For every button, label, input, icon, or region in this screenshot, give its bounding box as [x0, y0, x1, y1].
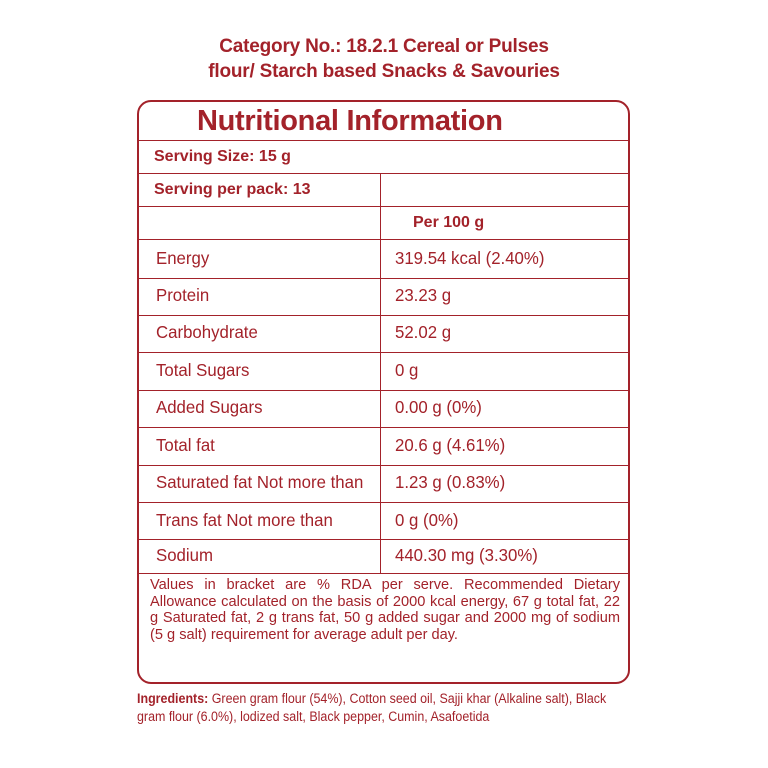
nutrient-value: 52.02 g [395, 322, 452, 342]
nutrient-label: Sodium [156, 545, 213, 565]
serving-size: Serving Size: 15 g [154, 148, 291, 165]
nutrient-label: Carbohydrate [156, 322, 258, 342]
divider [139, 239, 628, 240]
divider [139, 173, 628, 174]
nutrient-value: 0.00 g (0%) [395, 397, 482, 417]
rda-note: Values in bracket are % RDA per serve. Recommended Dietary Allowance calculated on the basis of 2000 kcal energy, 67 g total fat, 22 g Saturated fat, 2 g trans fat, 50 g added sugar and 2000 mg of sodium (5 g salt) requirement for average adult per day. [150, 577, 620, 643]
divider [139, 539, 628, 540]
nutrient-label: Energy [156, 248, 210, 268]
nutrient-label: Trans fat Not more than [156, 510, 333, 530]
nutrient-label: Total Sugars [156, 360, 250, 380]
nutrient-value: 319.54 kcal (2.40%) [395, 248, 545, 268]
nutrient-value: 0 g (0%) [395, 510, 459, 530]
divider [139, 206, 628, 207]
divider [139, 315, 628, 316]
nutrition-panel [137, 100, 630, 684]
ingredients-block [137, 690, 630, 726]
divider [139, 278, 628, 279]
divider [139, 427, 628, 428]
column-divider [380, 173, 381, 573]
nutrient-label: Added Sugars [156, 397, 263, 417]
nutrient-label: Protein [156, 285, 210, 305]
nutrient-value: 20.6 g (4.61%) [395, 435, 506, 455]
category-line-2: flour/ Starch based Snacks & Savouries [208, 61, 560, 82]
nutrient-value: 0 g [395, 360, 419, 380]
divider [139, 390, 628, 391]
category-heading [0, 34, 768, 84]
ingredients-text: Green gram flour (54%), Cotton seed oil, Sajji khar (Alkaline salt), Black gram flour (6.0%), lodized salt, Black pepper, Cumin, Asafoetida [137, 691, 607, 724]
column-header: Per 100 g [413, 214, 485, 231]
serving-per-pack: Serving per pack: 13 [154, 181, 311, 198]
category-line-1: Category No.: 18.2.1 Cereal or Pulses [219, 36, 549, 57]
panel-title: Nutritional Information [197, 105, 503, 137]
nutrient-value: 440.30 mg (3.30%) [395, 545, 538, 565]
divider [139, 502, 628, 503]
ingredients-label: Ingredients: [137, 691, 209, 706]
divider [139, 140, 628, 141]
divider [139, 352, 628, 353]
nutrient-label: Saturated fat Not more than [156, 472, 364, 492]
divider [139, 573, 628, 574]
nutrient-label: Total fat [156, 435, 215, 455]
divider [139, 465, 628, 466]
nutrient-value: 1.23 g (0.83%) [395, 472, 506, 492]
nutrient-value: 23.23 g [395, 285, 452, 305]
